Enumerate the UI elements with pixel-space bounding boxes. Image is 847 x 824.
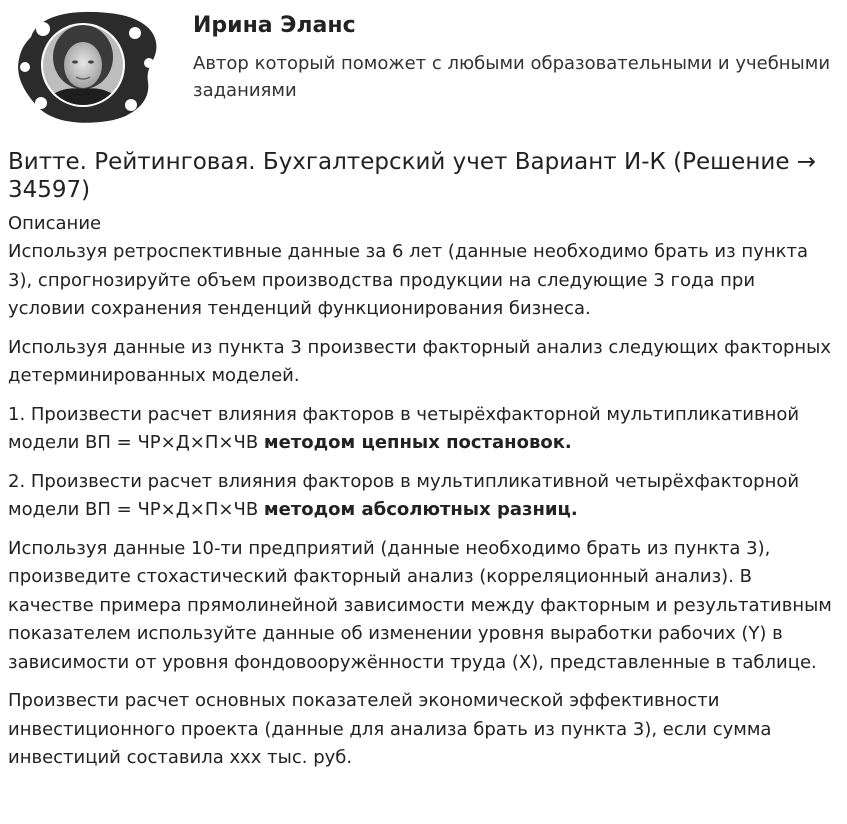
avatar[interactable] <box>13 7 163 127</box>
author-description: Автор который поможет с любыми образовательными и учебными заданиями <box>193 53 831 101</box>
document-title: Витте. Рейтинговая. Бухгалтерский учет Вариант И-К (Решение → 34597) <box>8 149 817 203</box>
paragraph-investment-efficiency: Произвести расчет основных показателей экономической эффективности инвестиционного проекта (данные для анализа брать из пункта 3), если сумма инвестиций составила ххх тыс. руб. <box>8 690 772 768</box>
paragraph-absolute-differences <box>8 468 833 525</box>
paragraph-chain-substitution-text: 1. Произвести расчет влияния факторов в четырёхфакторной мультипликативной модели ВП = ЧР×Д×П×ЧВ <box>8 403 800 453</box>
paragraph-correlation-analysis: Используя данные 10-ти предприятий (данные необходимо брать из пункта 3), произведите стохастический факторный анализ (корреляционный анализ). В качестве примера прямолинейной зависимости между факторным и результативным показателем используйте данные об изменении уровня выработки рабочих (Y) в зависимости от уровня фондовооружённости труда (X), представленные в таблице. <box>8 537 832 673</box>
paragraph-chain-substitution-method: методом цепных постановок. <box>263 432 572 453</box>
paragraph-absolute-differences-text: 2. Произвести расчет влияния факторов в мультипликативной четырёхфакторной модели ВП = ЧР×Д×П×ЧВ <box>8 470 800 520</box>
avatar-image <box>13 7 163 127</box>
paragraph-absolute-differences-method: методом абсолютных разниц. <box>263 499 578 520</box>
author-header <box>8 0 833 138</box>
author-name[interactable]: Ирина Эланс <box>193 13 356 38</box>
paragraph-factor-analysis: Используя данные из пункта 3 произвести факторный анализ следующих факторных детерминированных моделей. <box>8 336 832 386</box>
paragraph-chain-substitution <box>8 401 833 458</box>
paragraph-forecast: Используя ретроспективные данные за 6 лет (данные необходимо брать из пункта 3), спрогнозируйте объем производства продукции на следующие 3 года при условии сохранения тенденций функционирования бизнеса. <box>8 241 808 319</box>
section-label-description: Описание <box>8 213 102 234</box>
